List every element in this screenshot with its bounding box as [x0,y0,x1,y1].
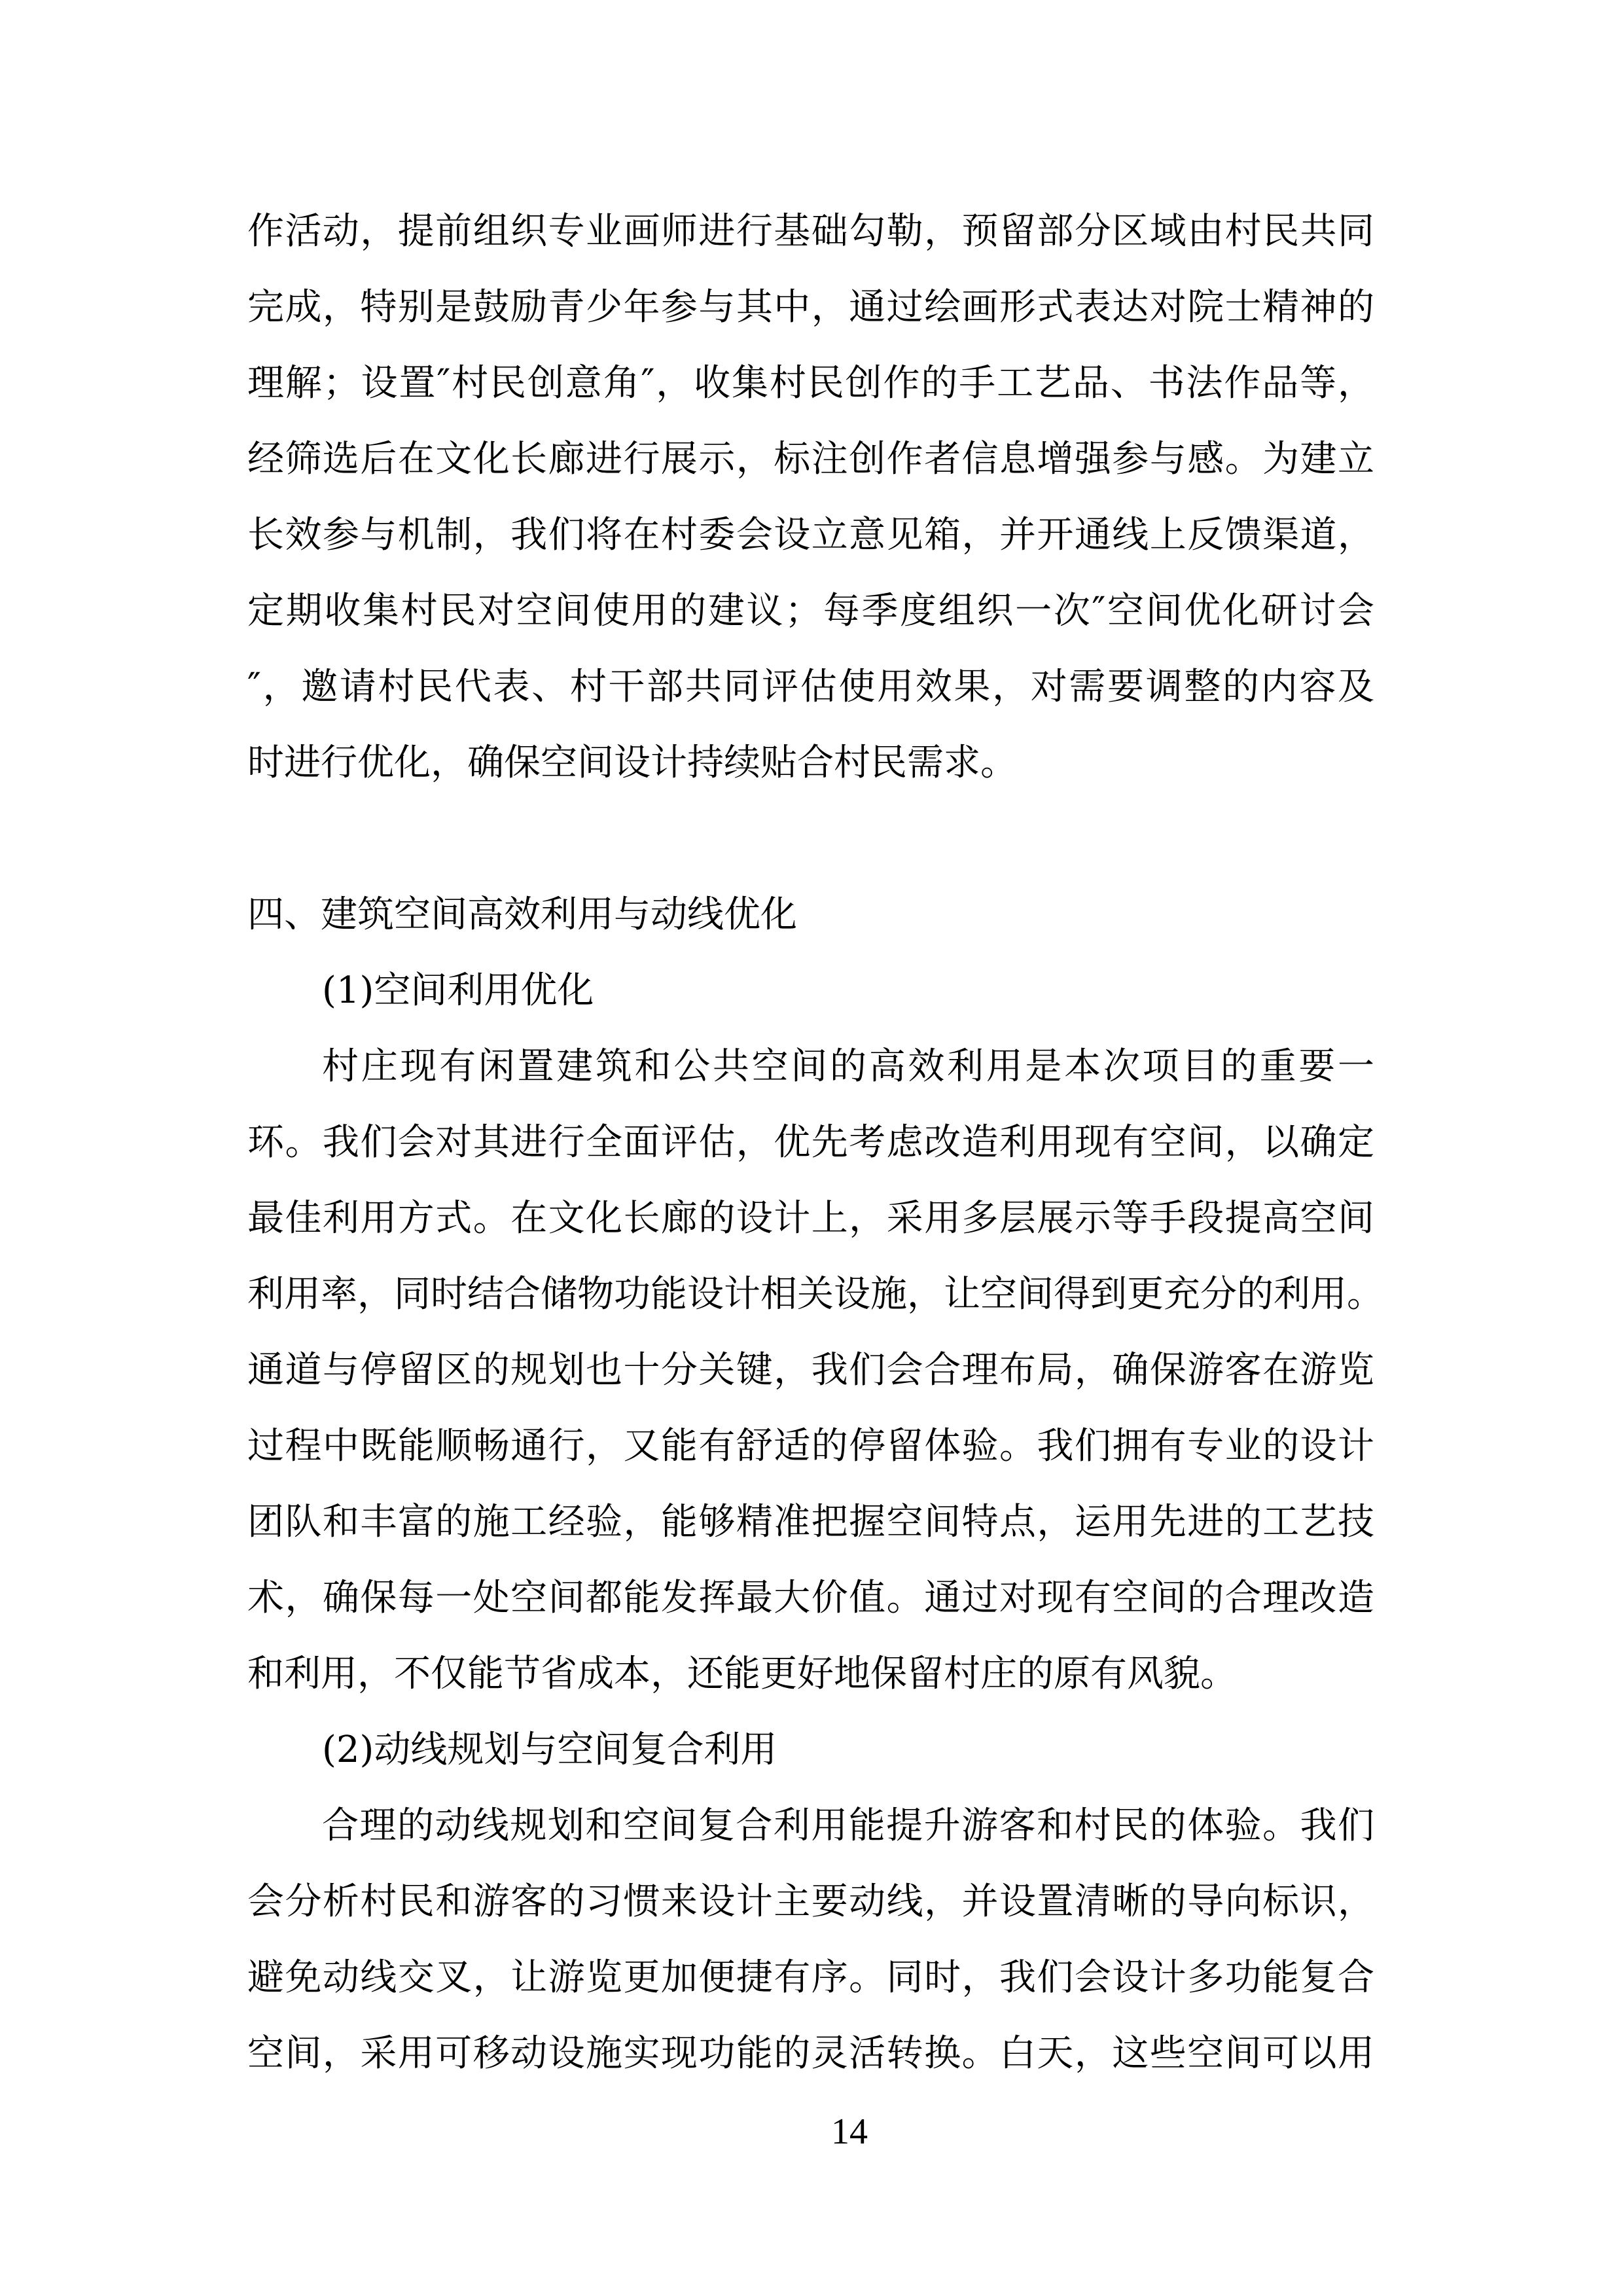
text-line: 会分析村民和游客的习惯来设计主要动线，并设置清晰的导向标识， [247,1880,1374,1923]
body-text [247,194,1383,2092]
text-line: 完成，特别是鼓励青少年参与其中，通过绘画形式表达对院士精神的 [247,286,1374,329]
text-line: 通道与停留区的规划也十分关键，我们会合理布局，确保游客在游览 [247,1349,1374,1391]
section-heading: 四、建筑空间高效利用与动线优化 [247,893,797,936]
page-number: 14 [831,2111,868,2152]
text-line: 长效参与机制，我们将在村委会设立意见箱，并开通线上反馈渠道， [247,514,1374,556]
text-line: 定期收集村民对空间使用的建议；每季度组织一次″空间优化研讨会 [247,590,1374,632]
text-line: 团队和丰富的施工经验，能够精准把握空间特点，运用先进的工艺技 [247,1501,1374,1543]
text-line: 空间，采用可移动设施实现功能的灵活转换。白天，这些空间可以用 [247,2032,1374,2075]
text-line: 合理的动线规划和空间复合利用能提升游客和村民的体验。我们 [322,1804,1374,1847]
text-line: 作活动，提前组织专业画师进行基础勾勒，预留部分区域由村民共同 [247,210,1374,253]
subsection-1 [247,953,1383,1712]
text-line: 最佳利用方式。在文化长廊的设计上，采用多层展示等手段提高空间 [247,1197,1374,1240]
text-line: 利用率，同时结合储物功能设计相关设施，让空间得到更充分的利用。 [247,1273,1383,1316]
text-line: 术，确保每一处空间都能发挥最大价值。通过对现有空间的合理改造 [247,1577,1374,1619]
text-line: 环。我们会对其进行全面评估，优先考虑改造利用现有空间，以确定 [247,1121,1374,1164]
subsection-title: (2)动线规划与空间复合利用 [322,1729,777,1771]
text-line: 时进行优化，确保空间设计持续贴合村民需求。 [247,742,1017,784]
paragraph-continued [247,194,1374,801]
section-spacer [247,801,1374,877]
text-line: 过程中既能顺畅通行，又能有舒适的停留体验。我们拥有专业的设计 [247,1425,1374,1467]
text-line: ″，邀请村民代表、村干部共同评估使用效果，对需要调整的内容及 [247,666,1374,708]
text-line: 和利用，不仅能节省成本，还能更好地保留村庄的原有风貌。 [247,1653,1237,1695]
text-line: 理解；设置″村民创意角″，收集村民创作的手工艺品、书法作品等， [247,362,1374,404]
text-line: 经筛选后在文化长廊进行展示，标注创作者信息增强参与感。为建立 [247,438,1374,480]
text-line: 村庄现有闲置建筑和公共空间的高效利用是本次项目的重要一 [322,1045,1374,1088]
text-line: 避免动线交叉，让游览更加便捷有序。同时，我们会设计多功能复合 [247,1956,1374,1999]
subsection-title: (1)空间利用优化 [322,969,594,1012]
subsection-2 [247,1712,1374,2092]
